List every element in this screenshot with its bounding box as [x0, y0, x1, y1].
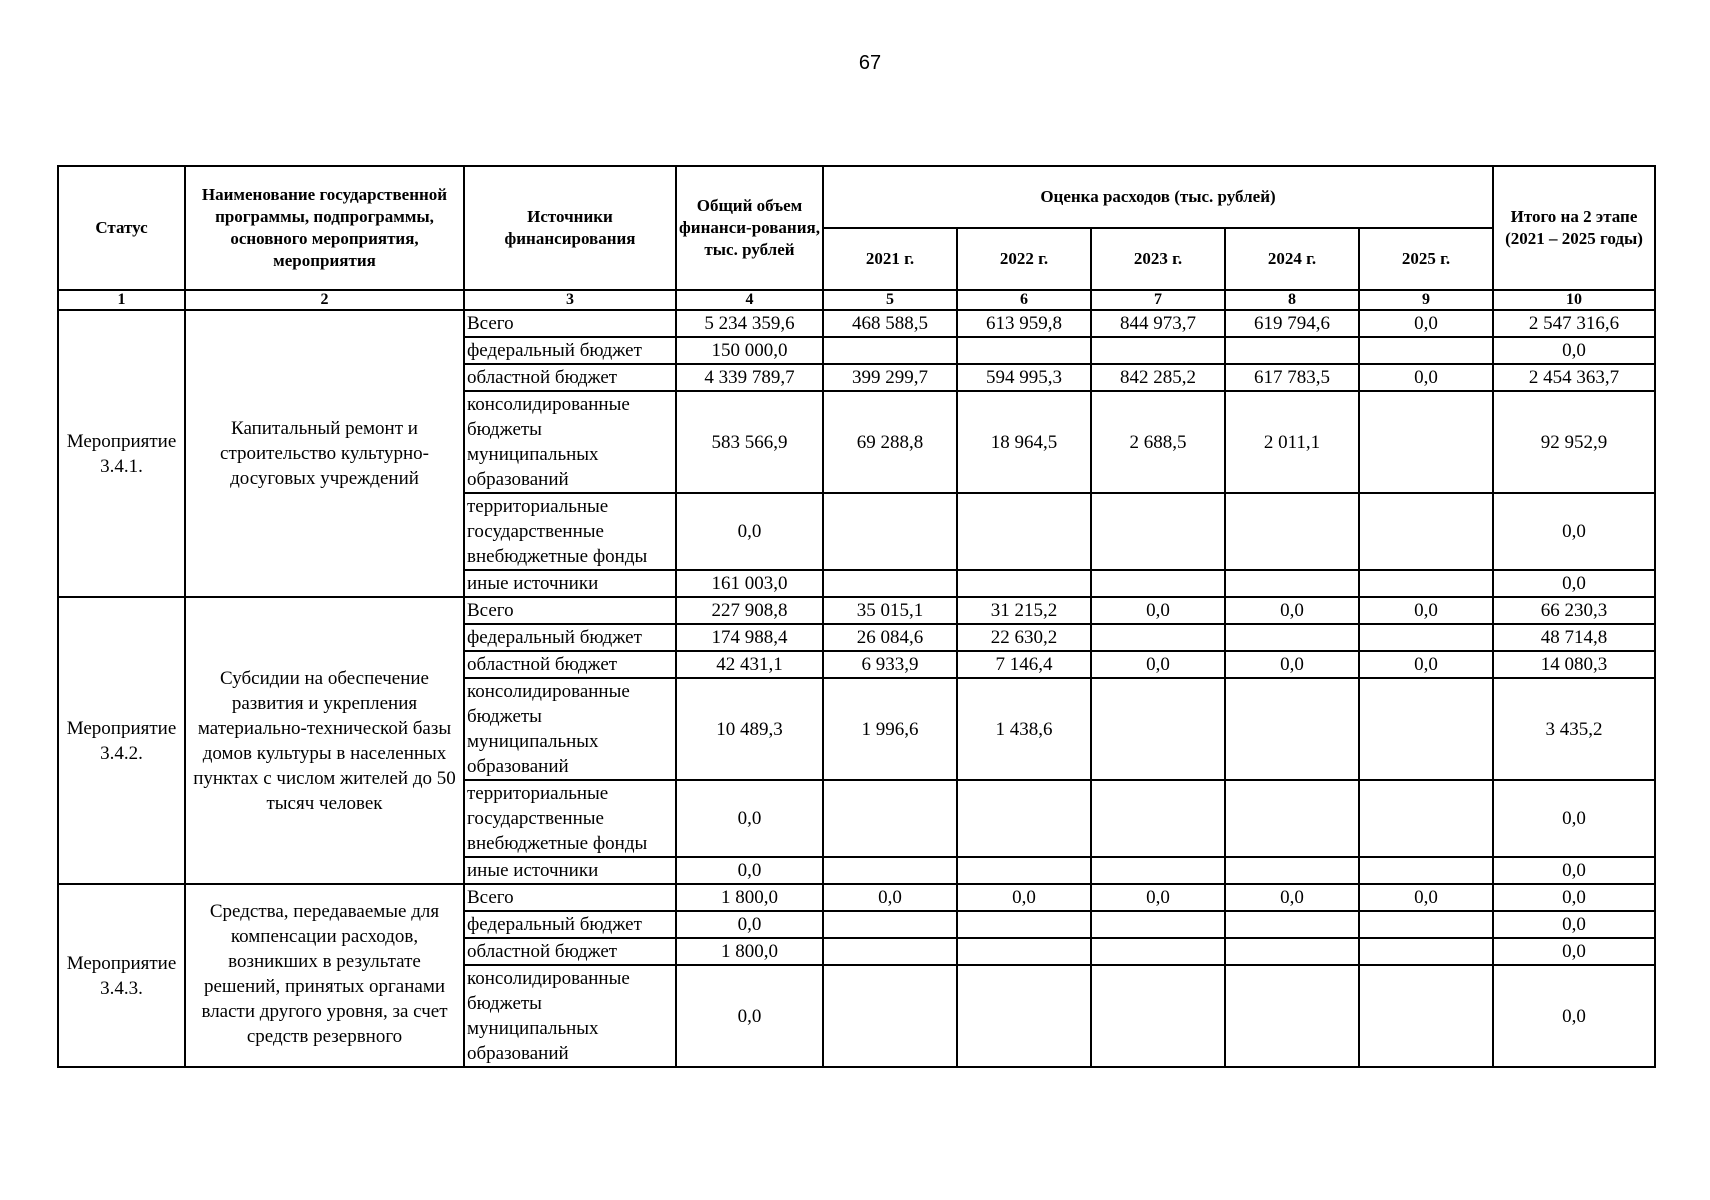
year-2022-cell [957, 780, 1091, 857]
year-2024-cell [1225, 938, 1359, 965]
year-2024-cell [1225, 857, 1359, 884]
stage-total-cell: 92 952,9 [1493, 391, 1655, 493]
total-cell: 0,0 [676, 780, 823, 857]
year-2021-cell: 0,0 [823, 884, 957, 911]
year-2025-cell: 0,0 [1359, 310, 1493, 337]
status-cell: Мероприятие 3.4.1. [58, 310, 185, 597]
year-2021-cell: 26 084,6 [823, 624, 957, 651]
year-2025-cell [1359, 493, 1493, 570]
total-cell: 42 431,1 [676, 651, 823, 678]
total-cell: 0,0 [676, 965, 823, 1067]
stage-total-cell: 14 080,3 [1493, 651, 1655, 678]
header-stage-total: Итого на 2 этапе (2021 – 2025 годы) [1493, 166, 1655, 290]
year-2022-cell [957, 938, 1091, 965]
year-2023-cell: 844 973,7 [1091, 310, 1225, 337]
year-2021-cell: 6 933,9 [823, 651, 957, 678]
header-year: 2021 г. [823, 228, 957, 290]
year-2025-cell [1359, 678, 1493, 780]
year-2025-cell [1359, 570, 1493, 597]
year-2023-cell [1091, 493, 1225, 570]
year-2023-cell [1091, 938, 1225, 965]
stage-total-cell: 66 230,3 [1493, 597, 1655, 624]
year-2021-cell [823, 493, 957, 570]
source-cell: областной бюджет [464, 651, 676, 678]
column-numbers-row [58, 290, 1655, 310]
status-cell: Мероприятие 3.4.3. [58, 884, 185, 1067]
column-number: 1 [58, 290, 185, 310]
total-cell: 227 908,8 [676, 597, 823, 624]
source-cell: территориальные государственные внебюджетные фонды [464, 493, 676, 570]
stage-total-cell: 0,0 [1493, 911, 1655, 938]
status-cell: Мероприятие 3.4.2. [58, 597, 185, 884]
year-2023-cell [1091, 624, 1225, 651]
year-2023-cell [1091, 857, 1225, 884]
year-2024-cell: 0,0 [1225, 884, 1359, 911]
year-2022-cell: 594 995,3 [957, 364, 1091, 391]
total-cell: 0,0 [676, 911, 823, 938]
stage-total-cell: 0,0 [1493, 857, 1655, 884]
year-2021-cell: 468 588,5 [823, 310, 957, 337]
total-cell: 150 000,0 [676, 337, 823, 364]
year-2022-cell [957, 337, 1091, 364]
year-2025-cell: 0,0 [1359, 651, 1493, 678]
year-2024-cell [1225, 624, 1359, 651]
year-2022-cell [957, 570, 1091, 597]
header-status: Статус [58, 166, 185, 290]
year-2023-cell [1091, 780, 1225, 857]
stage-total-cell: 0,0 [1493, 337, 1655, 364]
header-year: 2025 г. [1359, 228, 1493, 290]
year-2024-cell [1225, 678, 1359, 780]
year-2025-cell [1359, 391, 1493, 493]
year-2025-cell [1359, 780, 1493, 857]
year-2023-cell: 0,0 [1091, 597, 1225, 624]
year-2025-cell [1359, 965, 1493, 1067]
source-cell: федеральный бюджет [464, 337, 676, 364]
total-cell: 1 800,0 [676, 884, 823, 911]
source-cell: консолидированные бюджеты муниципальных образований [464, 391, 676, 493]
header-year: 2022 г. [957, 228, 1091, 290]
stage-total-cell: 0,0 [1493, 884, 1655, 911]
year-2024-cell: 2 011,1 [1225, 391, 1359, 493]
source-cell: Всего [464, 310, 676, 337]
column-number: 6 [957, 290, 1091, 310]
header-year: 2023 г. [1091, 228, 1225, 290]
year-2022-cell: 613 959,8 [957, 310, 1091, 337]
column-number: 5 [823, 290, 957, 310]
total-cell: 0,0 [676, 493, 823, 570]
year-2021-cell: 69 288,8 [823, 391, 957, 493]
year-2024-cell: 0,0 [1225, 651, 1359, 678]
total-cell: 5 234 359,6 [676, 310, 823, 337]
year-2023-cell: 0,0 [1091, 884, 1225, 911]
table-row [58, 884, 1655, 911]
year-2023-cell: 2 688,5 [1091, 391, 1225, 493]
source-cell: федеральный бюджет [464, 911, 676, 938]
stage-total-cell: 2 547 316,6 [1493, 310, 1655, 337]
measure-name-cell: Средства, передаваемые для компенсации расходов, возникших в результате решений, принятых органами власти другого уровня, за счет средств резервного [185, 884, 464, 1067]
year-2022-cell: 0,0 [957, 884, 1091, 911]
page-number: 67 [858, 52, 882, 74]
header-program-name: Наименование государственной программы, подпрограммы, основного мероприятия, мероприятия [185, 166, 464, 290]
budget-table [57, 165, 1656, 1068]
year-2021-cell [823, 938, 957, 965]
total-cell: 174 988,4 [676, 624, 823, 651]
year-2022-cell: 1 438,6 [957, 678, 1091, 780]
year-2025-cell: 0,0 [1359, 597, 1493, 624]
year-2022-cell [957, 911, 1091, 938]
source-cell: территориальные государственные внебюджетные фонды [464, 780, 676, 857]
total-cell: 1 800,0 [676, 938, 823, 965]
year-2023-cell [1091, 911, 1225, 938]
year-2024-cell [1225, 911, 1359, 938]
year-2021-cell [823, 780, 957, 857]
year-2023-cell [1091, 337, 1225, 364]
header-total-volume: Общий объем финанси-рования, тыс. рублей [676, 166, 823, 290]
year-2021-cell: 1 996,6 [823, 678, 957, 780]
year-2024-cell [1225, 570, 1359, 597]
year-2022-cell [957, 857, 1091, 884]
header-row [58, 166, 1655, 228]
table-body [58, 290, 1655, 1067]
year-2023-cell [1091, 678, 1225, 780]
source-cell: иные источники [464, 857, 676, 884]
source-cell: консолидированные бюджеты муниципальных образований [464, 965, 676, 1067]
year-2021-cell [823, 337, 957, 364]
source-cell: иные источники [464, 570, 676, 597]
year-2024-cell: 0,0 [1225, 597, 1359, 624]
year-2024-cell: 619 794,6 [1225, 310, 1359, 337]
year-2023-cell [1091, 570, 1225, 597]
measure-name-cell: Субсидии на обеспечение развития и укрепления материально-технической базы домов культуры в населенных пунктах с числом жителей до 50 тысяч человек [185, 597, 464, 884]
column-number: 9 [1359, 290, 1493, 310]
year-2025-cell [1359, 624, 1493, 651]
year-2025-cell: 0,0 [1359, 884, 1493, 911]
source-cell: областной бюджет [464, 364, 676, 391]
stage-total-cell: 0,0 [1493, 938, 1655, 965]
total-cell: 161 003,0 [676, 570, 823, 597]
stage-total-cell: 48 714,8 [1493, 624, 1655, 651]
column-number: 2 [185, 290, 464, 310]
year-2021-cell [823, 911, 957, 938]
year-2025-cell [1359, 337, 1493, 364]
total-cell: 4 339 789,7 [676, 364, 823, 391]
stage-total-cell: 0,0 [1493, 780, 1655, 857]
year-2024-cell: 617 783,5 [1225, 364, 1359, 391]
column-number: 8 [1225, 290, 1359, 310]
source-cell: Всего [464, 884, 676, 911]
column-number: 10 [1493, 290, 1655, 310]
year-2024-cell [1225, 780, 1359, 857]
header-sources: Источники финансирования [464, 166, 676, 290]
year-2023-cell [1091, 965, 1225, 1067]
year-2022-cell [957, 493, 1091, 570]
total-cell: 0,0 [676, 857, 823, 884]
source-cell: областной бюджет [464, 938, 676, 965]
table-row [58, 310, 1655, 337]
year-2022-cell: 31 215,2 [957, 597, 1091, 624]
year-2025-cell [1359, 857, 1493, 884]
year-2025-cell: 0,0 [1359, 364, 1493, 391]
total-cell: 10 489,3 [676, 678, 823, 780]
year-2021-cell [823, 965, 957, 1067]
stage-total-cell: 0,0 [1493, 965, 1655, 1067]
year-2022-cell: 7 146,4 [957, 651, 1091, 678]
stage-total-cell: 0,0 [1493, 570, 1655, 597]
year-2024-cell [1225, 965, 1359, 1067]
year-2024-cell [1225, 493, 1359, 570]
year-2021-cell: 35 015,1 [823, 597, 957, 624]
measure-name-cell: Капитальный ремонт и строительство культурно-досуговых учреждений [185, 310, 464, 597]
year-2023-cell: 0,0 [1091, 651, 1225, 678]
column-number: 3 [464, 290, 676, 310]
stage-total-cell: 3 435,2 [1493, 678, 1655, 780]
total-cell: 583 566,9 [676, 391, 823, 493]
year-2021-cell [823, 857, 957, 884]
source-cell: консолидированные бюджеты муниципальных образований [464, 678, 676, 780]
table-row [58, 597, 1655, 624]
source-cell: Всего [464, 597, 676, 624]
year-2025-cell [1359, 911, 1493, 938]
year-2022-cell: 18 964,5 [957, 391, 1091, 493]
year-2022-cell: 22 630,2 [957, 624, 1091, 651]
column-number: 4 [676, 290, 823, 310]
year-2022-cell [957, 965, 1091, 1067]
header-year: 2024 г. [1225, 228, 1359, 290]
year-2021-cell [823, 570, 957, 597]
stage-total-cell: 2 454 363,7 [1493, 364, 1655, 391]
header-estimate: Оценка расходов (тыс. рублей) [823, 166, 1493, 228]
source-cell: федеральный бюджет [464, 624, 676, 651]
column-number: 7 [1091, 290, 1225, 310]
year-2021-cell: 399 299,7 [823, 364, 957, 391]
stage-total-cell: 0,0 [1493, 493, 1655, 570]
year-2023-cell: 842 285,2 [1091, 364, 1225, 391]
year-2025-cell [1359, 938, 1493, 965]
year-2024-cell [1225, 337, 1359, 364]
